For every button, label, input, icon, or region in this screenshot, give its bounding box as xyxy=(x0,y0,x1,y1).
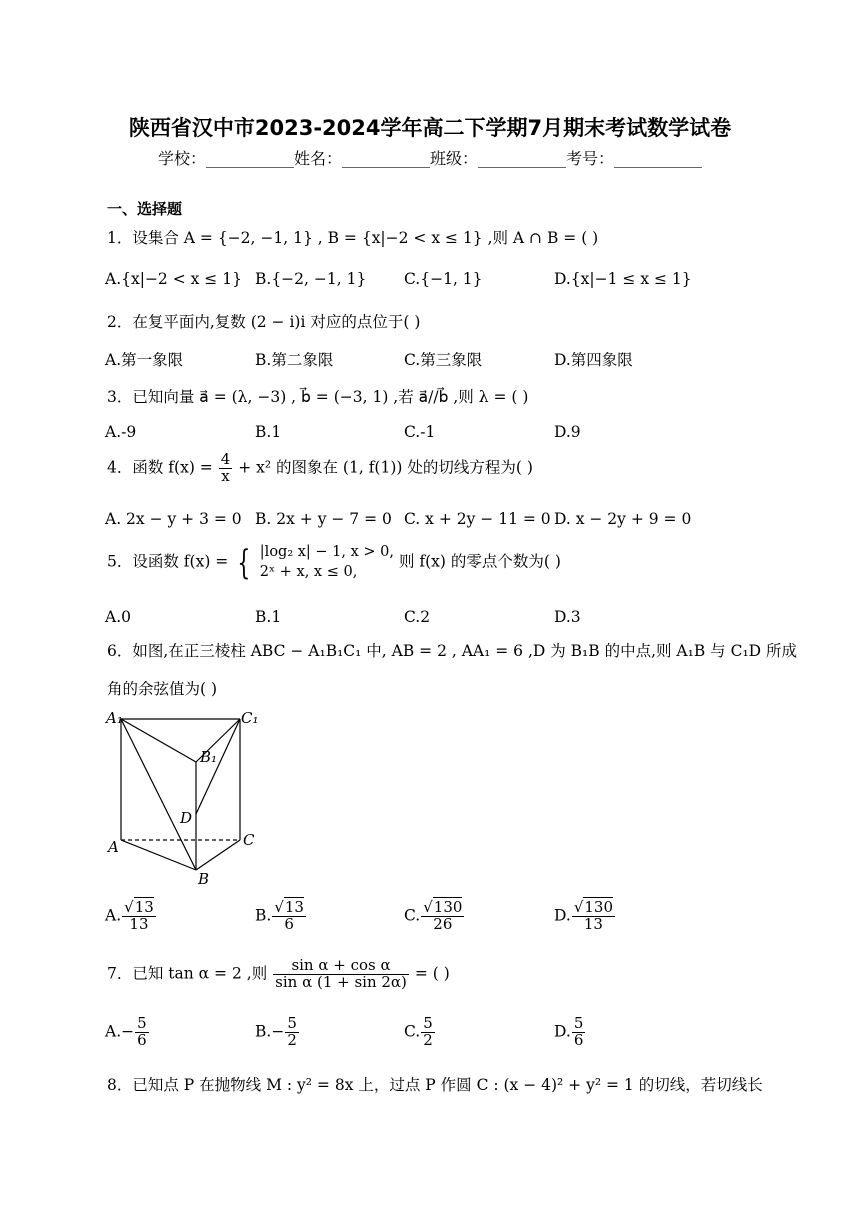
q6-option-c: C. $\frac{√130}{26}$ xyxy=(404,898,463,933)
q4-option-d: D. x − 2y + 9 = 0 xyxy=(554,510,692,528)
q2-option-c: C.第三象限 xyxy=(404,351,483,369)
q7-fraction xyxy=(273,958,409,991)
q3-option-d: D.9 xyxy=(554,423,581,441)
q5-option-d: D.3 xyxy=(554,608,581,626)
q7-frac-den: sin α (1 + sin 2α) xyxy=(275,972,407,991)
q5-option-a: A.0 xyxy=(105,608,131,626)
q7-option-c: C. $\frac{5}{2}$ xyxy=(404,1014,433,1049)
q1-option-d: D.{x|−1 ≤ x ≤ 1} xyxy=(554,270,692,288)
question-6-line-2: 角的余弦值为( ) xyxy=(107,680,218,698)
q4-stem-pre: 4．函数 f(x) = xyxy=(107,458,213,477)
q6-option-a: A. $\frac{√13}{13}$ xyxy=(105,898,154,933)
q3-option-b: B.1 xyxy=(255,423,282,441)
q5-option-c: C.2 xyxy=(404,608,431,626)
label-d: D xyxy=(180,809,193,827)
label-c: C xyxy=(243,831,255,849)
q2-option-b: B.第二象限 xyxy=(255,351,334,369)
label-a: A xyxy=(108,838,119,856)
q1-option-c: C.{−1, 1} xyxy=(404,270,483,288)
q7-option-d: D. $\frac{5}{6}$ xyxy=(554,1014,584,1049)
prism-figure xyxy=(100,702,270,892)
q7-frac-num: sin α + cos α xyxy=(273,958,409,975)
q6-option-b: B. $\frac{√13}{6}$ xyxy=(255,898,304,933)
q5-case-1: |log₂ x| − 1, x > 0, xyxy=(259,544,395,560)
question-2: 2．在复平面内,复数 (2 − i)i 对应的点位于( ) xyxy=(107,313,421,331)
q7-option-b: B.− $\frac{5}{2}$ xyxy=(255,1014,297,1049)
question-7 xyxy=(107,958,450,991)
q5-stem-pre: 5．设函数 f(x) = xyxy=(107,552,229,571)
q2-option-a: A.第一象限 xyxy=(105,351,184,369)
q5-cases xyxy=(260,543,394,582)
q2-option-d: D.第四象限 xyxy=(554,351,633,369)
label-b: B xyxy=(198,870,210,888)
question-6-line-1: 6．如图,在正三棱柱 ABC − A₁B₁C₁ 中, AB = 2 , AA₁ = 6 ,D 为 B₁B 的中点,则 A₁B 与 C₁D 所成 xyxy=(107,642,798,660)
question-5 xyxy=(107,543,561,582)
page-title: 陕西省汉中市2023-2024学年高二下学期7月期末考试数学试卷 xyxy=(128,116,732,140)
q7-stem-post: = ( ) xyxy=(414,964,450,983)
label-c1: C₁ xyxy=(241,709,259,727)
q4-option-c: C. x + 2y − 11 = 0 xyxy=(404,510,551,528)
q7-stem-pre: 7．已知 tan α = 2 ,则 xyxy=(107,964,268,983)
q6-option-d: D. $\frac{√130}{13}$ xyxy=(554,898,614,933)
question-3: 3．已知向量 a⃗ = (λ, −3) , b⃗ = (−3, 1) ,若 a⃗//b⃗ ,则 λ = ( ) xyxy=(107,388,529,406)
q4-option-b: B. 2x + y − 7 = 0 xyxy=(255,510,392,528)
q4-frac-den: x xyxy=(221,466,230,485)
q3-option-c: C.-1 xyxy=(404,423,436,441)
q5-option-b: B.1 xyxy=(255,608,282,626)
q4-option-a: A. 2x − y + 3 = 0 xyxy=(105,510,242,528)
q7-option-a: A.− $\frac{5}{6}$ xyxy=(105,1014,147,1049)
question-4 xyxy=(107,452,533,485)
label-b1: B₁ xyxy=(200,748,218,766)
piecewise-brace: { xyxy=(237,542,251,583)
q3-option-a: A.-9 xyxy=(105,423,137,441)
question-1: 1．设集合 A = {−2, −1, 1} , B = {x|−2 < x ≤ 1} ,则 A ∩ B = ( ) xyxy=(107,229,599,247)
q4-fraction xyxy=(219,452,233,485)
q4-stem-post: + x² 的图象在 (1, f(1)) 处的切线方程为( ) xyxy=(238,458,533,477)
section-heading: 一、选择题 xyxy=(107,200,183,218)
q1-option-a: A.{x|−2 < x ≤ 1} xyxy=(105,270,242,288)
q4-frac-num: 4 xyxy=(220,450,231,468)
q1-option-b: B.{−2, −1, 1} xyxy=(255,270,367,288)
student-info-line: 学校：___________姓名：___________班级：___________考号：___________ xyxy=(157,149,702,168)
question-8: 8．已知点 P 在抛物线 M : y² = 8x 上，过点 P 作圆 C : (x − 4)² + y² = 1 的切线，若切线长 xyxy=(107,1076,763,1094)
q5-stem-post: 则 f(x) 的零点个数为( ) xyxy=(398,552,561,571)
q5-case-2: 2ˣ + x, x ≤ 0, xyxy=(259,563,358,580)
label-a1: A₁ xyxy=(106,709,123,727)
